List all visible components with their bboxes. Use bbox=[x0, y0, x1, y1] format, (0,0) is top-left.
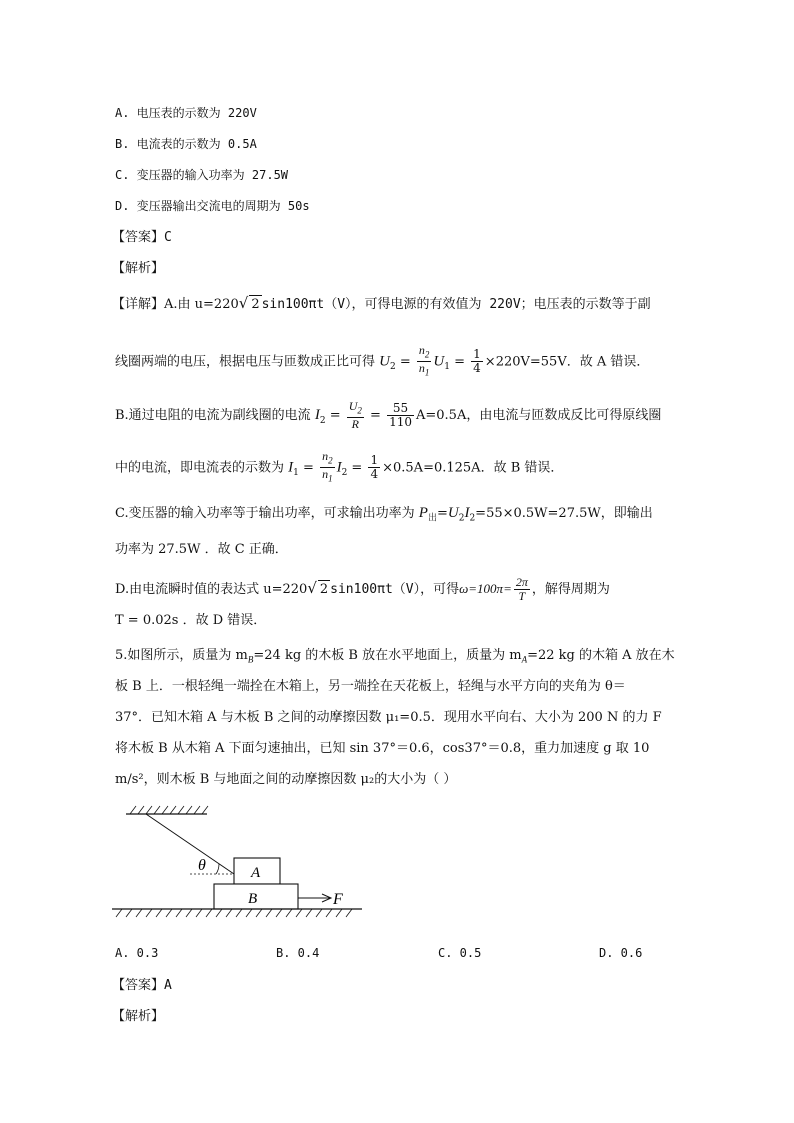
detail-d-line2: T = 0.02s ．故 D 错误． bbox=[115, 613, 267, 628]
q5-stem-line5: m/s²，则木板 B 与地面之间的动摩擦因数 μ₂的大小为（ ） bbox=[115, 772, 457, 787]
detail-b-line1: B.通过电阻的电流为副线圈的电流 $I_2$ = $\frac{U_2}{R}$ = $\frac{55}{110}$ A=0.5A，由电流与匝数成反比可得原线圈 bbox=[115, 399, 662, 432]
text-segment: =24 kg 的木板 B 放在水平地面上，质量为 m bbox=[253, 648, 522, 663]
q5-analysis-label: 【解析】 bbox=[112, 1009, 165, 1024]
detail-label: 【详解】 bbox=[112, 297, 165, 312]
answer-label: 【答案】 bbox=[112, 230, 165, 245]
detail-a-line2: 线圈两端的电压，根据电压与匝数成正比可得 $U_2$ = $\frac{n_2}{n_1}$ $U_1$ = $\frac{1}{4}$ ×220V=55V．故 A 错误． bbox=[115, 343, 650, 378]
q5-stem-line1: 5.如图所示，质量为 $m_B=24$ kg 的木板 B 放在水平地面上，质量为 $m_A=22$ kg 的木箱 A 放在木 bbox=[115, 648, 675, 665]
option-a: A. 电压表的示数为 220V bbox=[115, 106, 257, 120]
q5-option-a: A. 0.3 bbox=[115, 946, 159, 960]
text-segment: B.通过电阻的电流为副线圈的电流 bbox=[115, 408, 311, 424]
option-d: D. 变压器输出交流电的周期为 50s bbox=[115, 199, 310, 213]
text-segment: ，即输出 bbox=[600, 506, 653, 521]
q5-option-b: B. 0.4 bbox=[276, 946, 320, 960]
answer-value: C bbox=[164, 230, 172, 245]
answer-value: A bbox=[164, 978, 172, 993]
answer-row bbox=[112, 229, 172, 247]
fraction-denominator: 110 bbox=[389, 415, 412, 430]
q5-stem-line3: 37°．已知木箱 A 与木板 B 之间的动摩擦因数 μ₁=0.5．现用水平向右、大小为 200 N 的力 F bbox=[115, 710, 662, 725]
text-segment: A.由 u=220 bbox=[164, 297, 239, 312]
option-b: B. 电流表的示数为 0.5A bbox=[115, 137, 257, 151]
text-segment: ．故 A 错误． bbox=[566, 354, 650, 370]
formula-segment: A=0.5A bbox=[415, 408, 467, 424]
answer-label: 【答案】 bbox=[112, 978, 165, 993]
text-segment: ，由电流与匝数成反比可得原线圈 bbox=[466, 408, 662, 424]
fraction-numerator: 55 bbox=[387, 402, 414, 416]
formula-segment: ×0.5A=0.125A bbox=[382, 460, 481, 476]
text-segment: ，解得周期为 bbox=[531, 582, 610, 597]
detail-a-line1: 【详解】A.由 u=220√ 2 sin100πt（V），可得电源的有效值为 220V；电压表的示数等于副 bbox=[112, 294, 651, 312]
angle-arc bbox=[216, 864, 219, 874]
theta-label: θ bbox=[198, 857, 206, 874]
detail-c-line1: C.变压器的输入功率等于输出功率，可求输出功率为 $P_出=U_2I_2=55\times 0.5W=27.5W$，即输出 bbox=[115, 505, 653, 524]
board-b-label: B bbox=[248, 891, 258, 907]
force-label: F bbox=[333, 891, 343, 908]
text-segment: 中的电流，即电流表的示数为 bbox=[115, 460, 285, 476]
physics-figure bbox=[112, 800, 364, 930]
text-segment: sin100πt（V），可得 bbox=[330, 582, 460, 597]
analysis-label: 【解析】 bbox=[112, 261, 165, 276]
text-segment: ．故 B 错误． bbox=[480, 460, 564, 476]
rope-line bbox=[146, 814, 234, 874]
q5-stem-line4: 将木板 B 从木箱 A 下面匀速抽出，已知 sin 37°＝0.6，cos37°＝0.8，重力加速度 g 取 10 bbox=[115, 741, 650, 756]
box-a-label: A bbox=[251, 865, 261, 881]
formula-segment: ω=100π= bbox=[459, 581, 512, 596]
sqrt-value: 2 bbox=[251, 297, 260, 312]
q5-stem-line2: 板 B 上．一根轻绳一端拴在木箱上，另一端拴在天花板上，轻绳与水平方向的夹角为 θ＝ bbox=[115, 679, 626, 694]
q5-option-c: C. 0.5 bbox=[438, 946, 482, 960]
q5-answer-row bbox=[112, 977, 172, 995]
text-segment: 5.如图所示，质量为 m bbox=[115, 648, 248, 663]
formula-segment: =55×0.5W=27.5W bbox=[475, 506, 601, 521]
text-segment: D.由电流瞬时值的表达式 u=220 bbox=[115, 582, 308, 597]
detail-b-line2: 中的电流，即电流表的示数为 $I_1$ = $\frac{n_2}{n_1}$ $I_2$ = $\frac{1}{4}$ ×0.5A=0.125A．故 B 错误． bbox=[115, 449, 564, 484]
detail-c-line2: 功率为 27.5W ．故 C 正确． bbox=[115, 542, 288, 557]
option-c: C. 变压器的输入功率为 27.5W bbox=[115, 168, 289, 182]
ceiling-hatch bbox=[130, 806, 208, 814]
text-segment: C.变压器的输入功率等于输出功率，可求输出功率为 bbox=[115, 506, 415, 521]
q5-option-d: D. 0.6 bbox=[599, 946, 643, 960]
ground-hatch bbox=[116, 909, 352, 917]
text-segment: 线圈两端的电压，根据电压与匝数成正比可得 bbox=[115, 354, 376, 370]
sqrt-value: 2 bbox=[319, 582, 329, 597]
detail-d-line1: D.由电流瞬时值的表达式 u=220√ 2 sin100πt（V），可得ω=100π= $\frac{2\pi}{T}$ ，解得周期为 bbox=[115, 575, 610, 603]
text-segment: =22 kg 的木箱 A 放在木 bbox=[527, 648, 675, 663]
text-segment: sin100πt（V），可得电源的有效值为 220V；电压表的示数等于副 bbox=[261, 297, 651, 312]
formula-segment: ×220V=55V bbox=[484, 354, 567, 370]
